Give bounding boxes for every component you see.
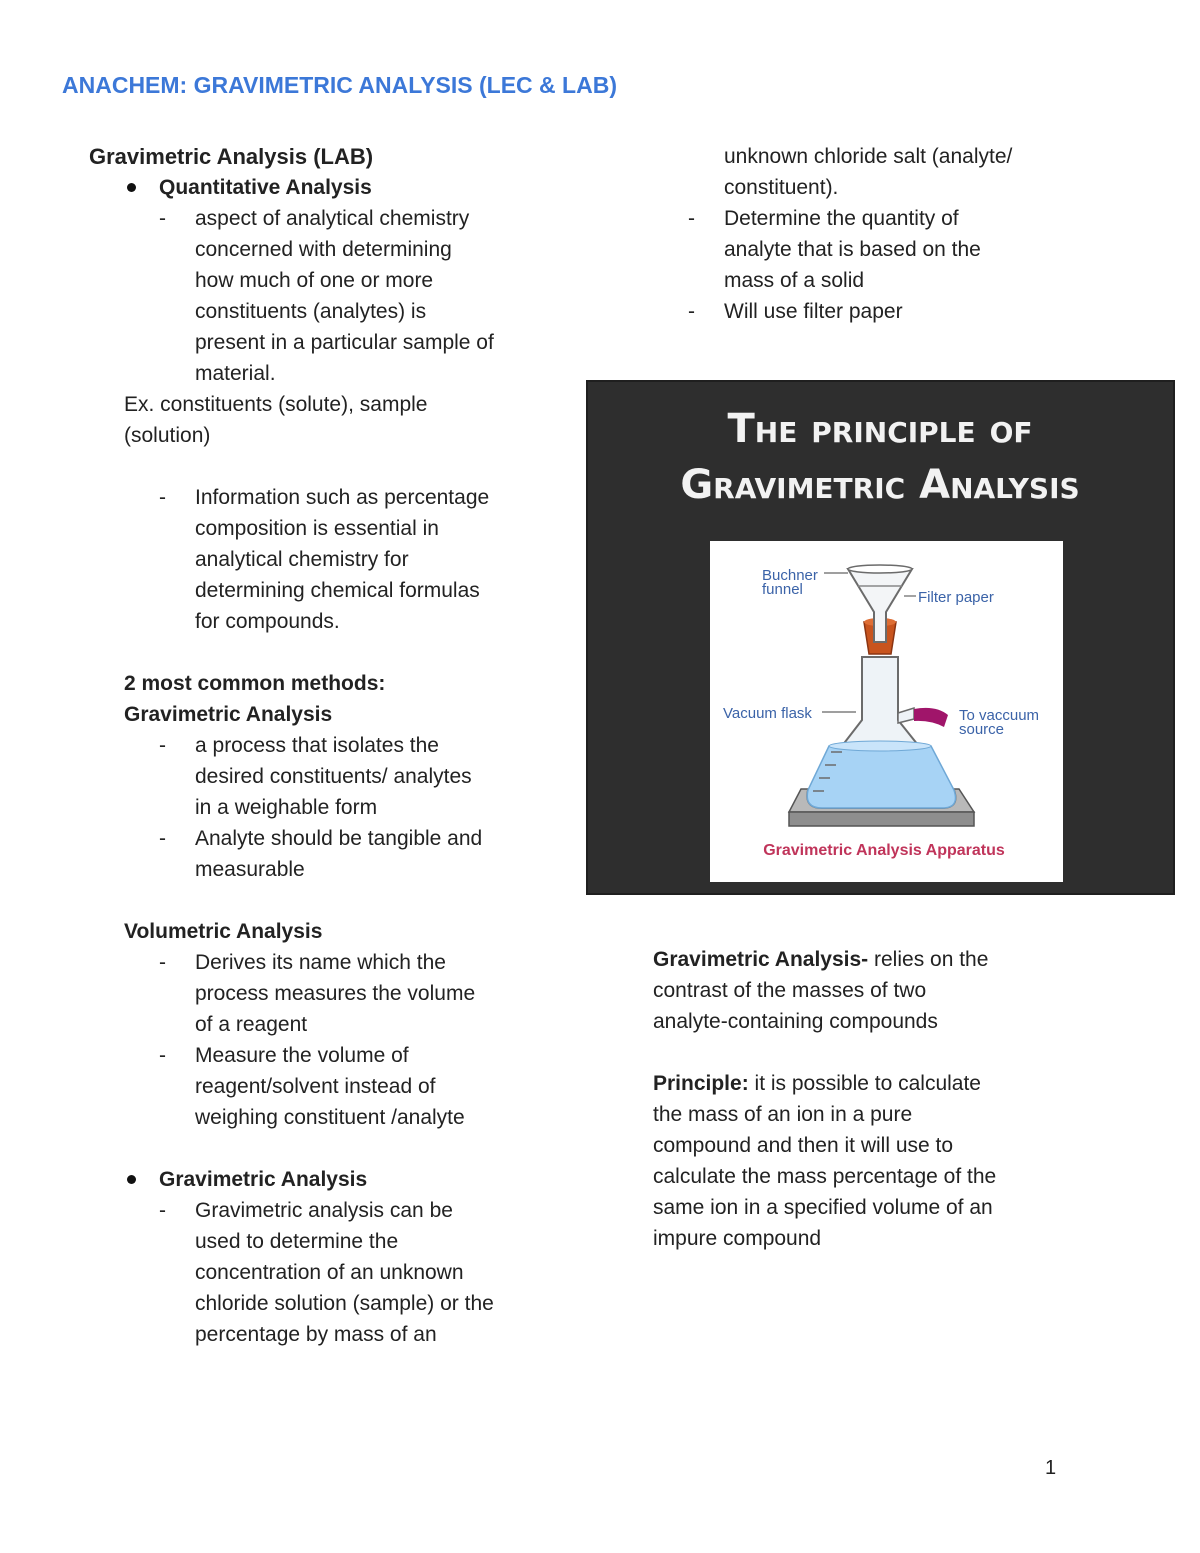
list-item: - Information such as percentage composition is essential in analytical chemistry for determining chemical formulas for compounds. bbox=[89, 482, 559, 637]
continued-text: unknown chloride salt (analyte/ constituent). bbox=[724, 145, 1013, 199]
right-column-top bbox=[688, 141, 1168, 327]
volumetric-subheading: Volumetric Analysis bbox=[124, 920, 323, 943]
methods-heading: 2 most common methods: Gravimetric Analysis bbox=[89, 668, 559, 730]
label-buchner: Buchner bbox=[762, 567, 818, 584]
liquid bbox=[807, 746, 955, 808]
dash-marker: - bbox=[159, 1199, 166, 1222]
right-column-bottom: Gravimetric Analysis- relies on the contrast of the masses of two analyte-containing compounds Principle: it is possible to calculate the mass of an ion in a pure compound and then it will use to calculate the mass percentage of the same ion in a specified volume of an impure compound bbox=[653, 944, 1173, 1254]
figure-title-line1: The principle of bbox=[727, 406, 1033, 452]
list-item: - Measure the volume of reagent/solvent instead of weighing constituent /analyte bbox=[89, 1040, 559, 1133]
dash-marker: - bbox=[159, 951, 166, 974]
bullet-icon bbox=[127, 183, 136, 192]
dash-marker: - bbox=[159, 207, 166, 230]
dash-marker: - bbox=[159, 734, 166, 757]
gravimetric-apparatus-figure bbox=[586, 380, 1175, 895]
definition-term: Gravimetric Analysis- bbox=[653, 948, 869, 971]
principle-paragraph: Principle: it is possible to calculate bbox=[653, 1072, 981, 1095]
example-text: Ex. constituents (solute), sample (solution) bbox=[124, 393, 428, 447]
list-item: - aspect of analytical chemistry concerned with determining how much of one or more constituents (analytes) is present in a particular sample of material. bbox=[89, 203, 559, 389]
page-number: 1 bbox=[1045, 1457, 1057, 1479]
list-item: - Will use filter paper bbox=[688, 296, 1168, 327]
list-item: - Determine the quantity of analyte that is based on the mass of a solid bbox=[688, 203, 1168, 296]
left-column bbox=[89, 141, 559, 1350]
figure-caption: Gravimetric Analysis Apparatus bbox=[763, 842, 1005, 859]
dash-marker: - bbox=[159, 486, 166, 509]
dash-marker: - bbox=[159, 1044, 166, 1067]
gravimetric-subheading: Gravimetric Analysis bbox=[124, 703, 333, 726]
list-item: - a process that isolates the desired constituents/ analytes in a weighable form bbox=[89, 730, 559, 823]
list-item: - Analyte should be tangible and measurable bbox=[89, 823, 559, 885]
label-to-vacuum: To vaccuum bbox=[959, 707, 1040, 724]
document-title: ANACHEM: GRAVIMETRIC ANALYSIS (LEC & LAB) bbox=[62, 72, 617, 98]
list-item: - Gravimetric analysis can be used to determine the concentration of an unknown chloride solution (sample) or the percentage by mass of an bbox=[89, 1195, 559, 1350]
figure-title-line2: Gravimetric Analysis bbox=[680, 462, 1080, 508]
bullet-icon bbox=[127, 1175, 136, 1184]
definition-paragraph: Gravimetric Analysis- relies on the bbox=[653, 948, 989, 971]
label-filter-paper: Filter paper bbox=[918, 589, 994, 606]
dash-marker: - bbox=[688, 207, 695, 230]
label-vacuum-flask: Vacuum flask bbox=[723, 705, 812, 722]
chalkboard-illustration bbox=[586, 380, 1175, 895]
dash-marker: - bbox=[159, 827, 166, 850]
list-item: - Derives its name which the process measures the volume of a reagent bbox=[89, 947, 559, 1040]
label-source: source bbox=[959, 721, 1005, 738]
principle-term: Principle: bbox=[653, 1072, 749, 1095]
bullet-gravimetric-analysis: Gravimetric Analysis bbox=[89, 1164, 559, 1195]
label-funnel: funnel bbox=[762, 581, 803, 598]
section-heading-lab: Gravimetric Analysis (LAB) bbox=[89, 144, 374, 169]
bullet-quantitative-analysis: Quantitative Analysis bbox=[89, 172, 559, 203]
dash-marker: - bbox=[688, 300, 695, 323]
